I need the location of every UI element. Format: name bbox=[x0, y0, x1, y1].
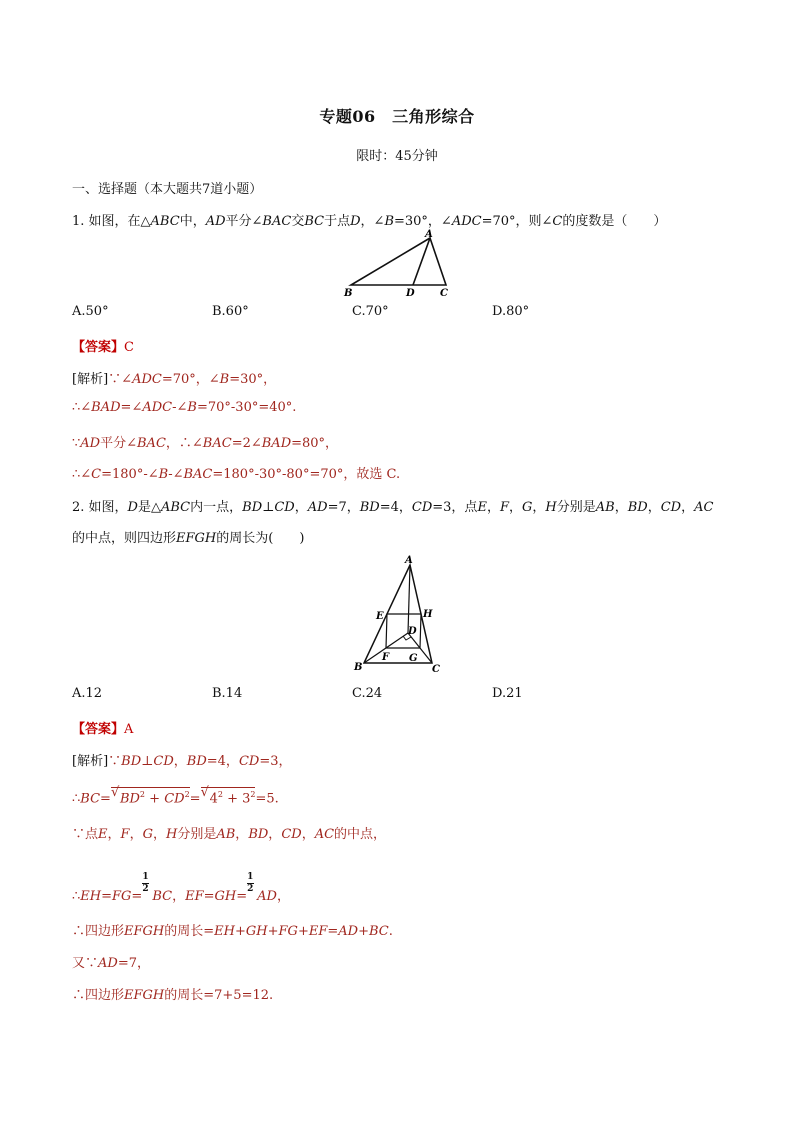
fraction-one-half: $\frac{1}{2}$ bbox=[142, 872, 149, 894]
q1-analysis-line-3: ∵AD平分∠BAC，∴∠BAC=2∠BAD=80°， bbox=[72, 436, 339, 451]
q1-triangle-figure bbox=[336, 228, 456, 300]
section-heading: 一、选择题（本大题共7道小题） bbox=[72, 182, 263, 197]
q2-label-c: C bbox=[432, 664, 440, 675]
q2-analysis-line-7: ∴四边形EFGH的周长=7+5=12. bbox=[72, 988, 274, 1003]
q2-label-h: H bbox=[423, 609, 433, 620]
q1-analysis-line-1: [解析]∵∠ADC=70°，∠B=30°， bbox=[72, 372, 277, 387]
q2-option-a: A.12 bbox=[72, 686, 103, 701]
q1-answer bbox=[72, 336, 134, 355]
q2-label-b: B bbox=[354, 662, 363, 673]
q2-quadrilateral-figure bbox=[346, 552, 452, 676]
q1-option-c: C.70° bbox=[352, 304, 389, 319]
q2-label-e: E bbox=[376, 611, 384, 622]
q1-option-b: B.60° bbox=[212, 304, 249, 319]
q1-option-d: D.80° bbox=[492, 304, 530, 319]
q2-answer bbox=[72, 718, 133, 737]
q1-stem: 1. 如图，在△ABC中，AD平分∠BAC交BC于点D，∠B=30°，∠ADC=70°，则∠C的度数是（ ） bbox=[72, 214, 667, 229]
fraction-one-half: $\frac{1}{2}$ bbox=[247, 872, 254, 894]
q2-analysis-line-3: ∵点E，F，G，H分别是AB，BD，CD，AC的中点， bbox=[72, 827, 387, 842]
q1-option-a: A.50° bbox=[72, 304, 109, 319]
q1-label-d: D bbox=[406, 288, 415, 299]
q1-answer-tag: 【答案】 bbox=[72, 340, 125, 355]
q2-option-d: D.21 bbox=[492, 686, 523, 701]
q2-analysis-line-6: 又∵AD=7， bbox=[72, 956, 150, 971]
q1-label-a: A bbox=[425, 229, 433, 240]
time-limit: 限时：45分钟 bbox=[356, 149, 438, 164]
q2-label-g: G bbox=[409, 653, 418, 664]
q1-answer-value: C bbox=[124, 340, 134, 355]
q2-analysis-line-2: ∴BC= √ $BD^2 + CD^2=$ √ $4^2 + 3^2=5$. bbox=[72, 785, 279, 807]
q2-analysis-line-5: ∴四边形EFGH的周长=EH+GH+FG+EF=AD+BC. bbox=[72, 924, 393, 939]
q2-option-b: B.14 bbox=[212, 686, 243, 701]
q2-answer-value: A bbox=[124, 722, 134, 737]
q2-stem-line-2: 的中点，则四边形EFGH的周长为( ) bbox=[72, 531, 305, 546]
q2-label-d: D bbox=[408, 626, 417, 637]
q1-analysis-line-4: ∴∠C=180°-∠B-∠BAC=180°-30°-80°=70°，故选 C. bbox=[72, 467, 401, 482]
q1-analysis-line-2: ∴∠BAD=∠ADC-∠B=70°-30°=40°. bbox=[72, 400, 297, 415]
q2-label-a: A bbox=[405, 555, 413, 566]
q2-analysis-line-1: [解析]∵BD⊥CD，BD=4，CD=3， bbox=[72, 754, 292, 769]
page-title: 专题06 三角形综合 bbox=[319, 107, 475, 126]
q1-bisector-ad bbox=[413, 238, 430, 285]
q2-label-f: F bbox=[382, 652, 390, 663]
q1-triangle-abc bbox=[351, 238, 446, 285]
q2-option-c: C.24 bbox=[352, 686, 383, 701]
q1-label-c: C bbox=[440, 288, 448, 299]
q2-answer-tag: 【答案】 bbox=[72, 722, 125, 737]
q2-segment-ad bbox=[408, 565, 410, 633]
q1-label-b: B bbox=[344, 288, 353, 299]
q2-stem-line-1: 2. 如图，D是△ABC内一点，BD⊥CD，AD=7，BD=4，CD=3，点E，F，G，H分别是AB，BD，CD，AC bbox=[72, 500, 714, 515]
q2-analysis-line-4: ∴EH=FG= $\frac{1}{2}$ BC，EF=GH= $\frac{1}{2}$ AD， bbox=[72, 872, 290, 904]
